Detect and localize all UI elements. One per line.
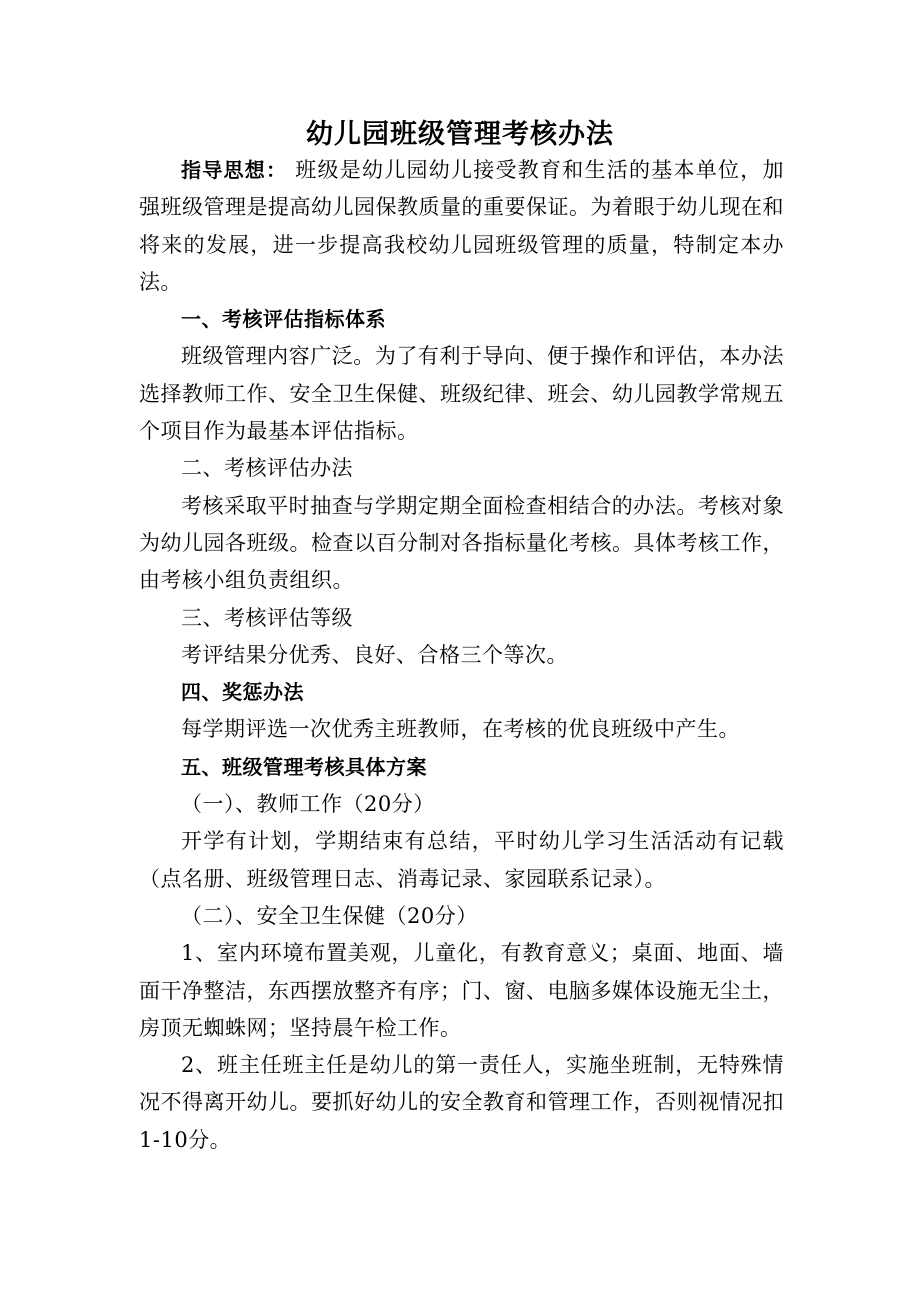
document-body <box>139 152 784 1159</box>
section-4-text: 每学期评选一次优秀主班教师，在考核的优良班级中产生。 <box>181 717 740 742</box>
section-3-text: 考评结果分优秀、良好、合格三个等次。 <box>181 642 568 667</box>
subsection-2-heading: （二）、安全卫生保健（20分） <box>181 903 478 928</box>
section-3-heading: 三、考核评估等级 <box>181 605 353 630</box>
guiding-paragraph <box>139 152 784 301</box>
document-title: 幼儿园班级管理考核办法 <box>306 119 614 150</box>
guiding-label: 指导思想： <box>181 158 288 182</box>
subsection-2-item-1: 1、室内环境布置美观，儿童化，有教育意义；桌面、地面、墙面干净整洁，东西摆放整齐有序；门、窗、电脑多媒体设施无尘土，房顶无蜘蛛网；坚持晨午检工作。 <box>139 941 784 1040</box>
section-4-heading: 四、奖惩办法 <box>181 680 304 705</box>
section-1-heading: 一、考核评估指标体系 <box>181 307 386 332</box>
guiding-text: 班级是幼儿园幼儿接受教育和生活的基本单位，加强班级管理是提高幼儿园保教质量的重要保证。为着眼于幼儿现在和将来的发展，进一步提高我校幼儿园班级管理的质量，特制定本办法。 <box>139 158 784 294</box>
section-2-heading: 二、考核评估办法 <box>181 456 353 481</box>
section-2-text: 考核采取平时抽查与学期定期全面检查相结合的办法。考核对象为幼儿园各班级。检查以百分制对各指标量化考核。具体考核工作，由考核小组负责组织。 <box>139 493 784 593</box>
section-1-text: 班级管理内容广泛。为了有利于导向、便于操作和评估，本办法选择教师工作、安全卫生保健、班级纪律、班会、幼儿园教学常规五个项目作为最基本评估指标。 <box>139 344 784 444</box>
subsection-1-heading: （一）、教师工作（20分） <box>181 792 435 817</box>
subsection-1-text: 开学有计划，学期结束有总结，平时幼儿学习生活活动有记载（点名册、班级管理日志、消毒记录、家园联系记录）。 <box>139 829 784 891</box>
subsection-2-item-2: 2、班主任班主任是幼儿的第一责任人，实施坐班制，无特殊情况不得离开幼儿。要抓好幼儿的安全教育和管理工作，否则视情况扣1-10分。 <box>139 1053 784 1152</box>
section-5-heading: 五、班级管理考核具体方案 <box>181 754 427 779</box>
